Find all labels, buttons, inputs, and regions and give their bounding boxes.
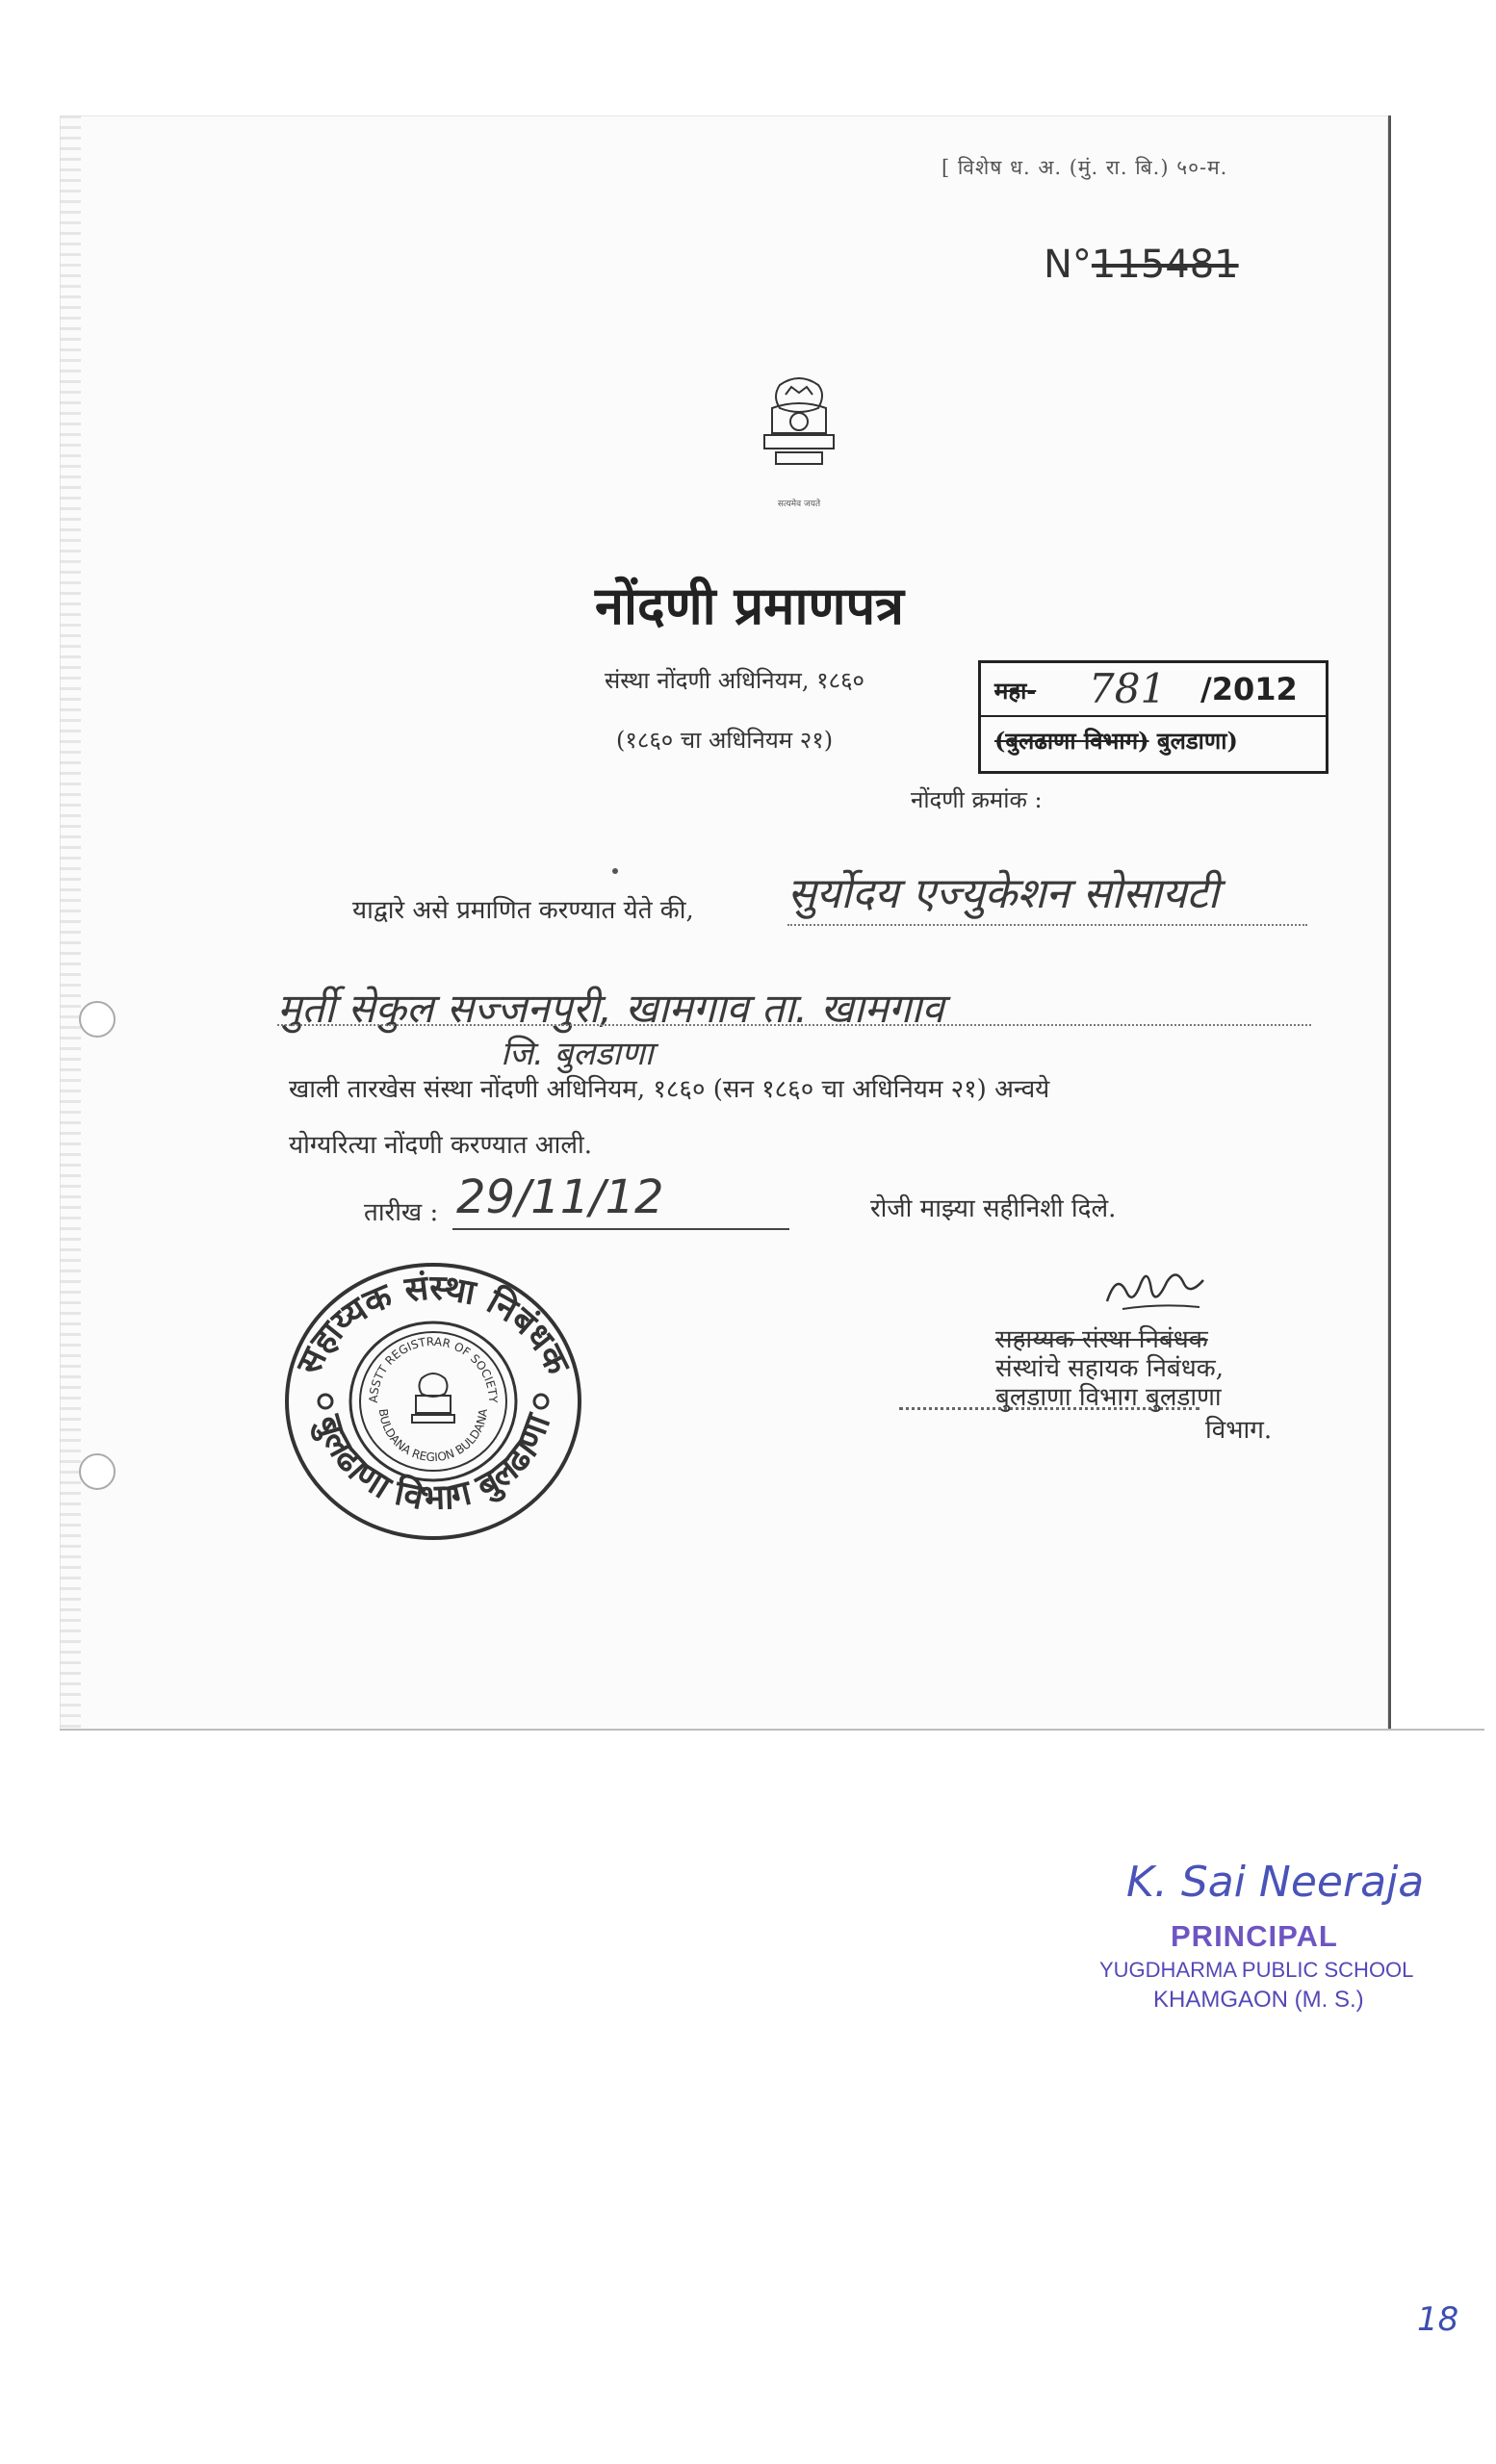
registration-number-stamp xyxy=(978,660,1328,774)
registration-office: बुलडाणा) xyxy=(1156,727,1238,755)
photocopy-edge xyxy=(60,116,81,1732)
seal-outer-top-text: सहाय्यक संस्था निबंधक xyxy=(288,1267,579,1381)
page-number: 18 xyxy=(1417,2300,1459,2339)
seal-inner-top-text: ASSTT REGISTRAR OF SOCIETY xyxy=(366,1334,501,1403)
serial-value: 115481 xyxy=(1091,243,1239,287)
certificate-sheet xyxy=(60,116,1391,1731)
certificate-title: नोंदणी प्रमाणपत्र xyxy=(595,575,904,636)
registration-year: /2012 xyxy=(1200,671,1298,707)
society-district: जि. बुलडाणा xyxy=(501,1035,654,1073)
department-line xyxy=(899,1407,1199,1410)
date-value: 29/11/12 xyxy=(456,1170,664,1224)
seal-emblem-icon xyxy=(412,1373,454,1423)
act-line-2: (१८६० चा अधिनियम २१) xyxy=(616,727,834,754)
school-name: YUGDHARMA PUBLIC SCHOOL xyxy=(1099,1958,1414,1982)
seal-outer-bottom-text: बुलढाणा विभाग बुलढाणा xyxy=(308,1408,559,1519)
seal-inner-bottom-text: BULDANA REGION BULDANA xyxy=(375,1407,491,1465)
act-line-1: संस्था नोंदणी अधिनियम, १८६० xyxy=(605,667,865,694)
signatory-title: संस्थांचे सहायक निबंधक, xyxy=(995,1354,1224,1383)
school-location: KHAMGAON (M. S.) xyxy=(1153,1987,1364,2013)
registration-statement-cont: योग्यरित्या नोंदणी करण्यात आली. xyxy=(289,1131,593,1160)
department-label: विभाग. xyxy=(1205,1416,1273,1445)
society-name: सुर्योदय एज्युकेशन सोसायटी xyxy=(787,869,1220,918)
date-line xyxy=(452,1228,789,1230)
stray-mark xyxy=(612,868,618,874)
punch-hole xyxy=(79,1001,116,1038)
principal-title: PRINCIPAL xyxy=(1171,1919,1338,1953)
signatory-title-struck: सहाय्यक संस्था निबंधक xyxy=(995,1325,1208,1354)
registration-number: 781 xyxy=(1089,665,1167,712)
society-address: मुर्ती सेकुल सज्जनपुरी, खामगाव ता. खामगाव xyxy=(277,985,944,1032)
society-name-line xyxy=(787,924,1307,926)
registration-label: नोंदणी क्रमांक : xyxy=(911,786,1043,813)
serial-number xyxy=(1044,243,1239,287)
date-label: तारीख : xyxy=(364,1198,439,1227)
sheet-edge xyxy=(60,1729,1484,1731)
address-line xyxy=(277,1024,1311,1026)
signatory-office: बुलडाणा विभाग बुलडाणा xyxy=(995,1383,1222,1412)
state-emblem xyxy=(751,366,847,509)
registration-number-row xyxy=(981,663,1326,717)
certify-text: याद्वारे असे प्रमाणित करण्यात येते की, xyxy=(352,896,694,925)
punch-hole xyxy=(79,1453,116,1490)
registrar-signature xyxy=(1103,1263,1219,1321)
registration-statement: खाली तारखेस संस्था नोंदणी अधिनियम, १८६० (सन १८६० चा अधिनियम २१) अन्वये xyxy=(289,1075,1050,1104)
ashoka-emblem-icon xyxy=(751,366,847,491)
registration-prefix: महा- xyxy=(994,677,1037,705)
serial-prefix: N° xyxy=(1044,243,1092,287)
emblem-caption: सत्यमेव जयते xyxy=(777,500,821,509)
principal-signature: K. Sai Neeraja xyxy=(1126,1858,1425,1907)
registration-office-struck: (बुलढाणा विभाग) xyxy=(994,727,1149,755)
given-text: रोजी माझ्या सहीनिशी दिले. xyxy=(870,1194,1117,1223)
form-reference: [ विशेष ध. अ. (मुं. रा. बि.) ५०-म. xyxy=(941,156,1228,179)
registrar-seal xyxy=(279,1257,587,1546)
registration-office-row xyxy=(994,725,1238,757)
